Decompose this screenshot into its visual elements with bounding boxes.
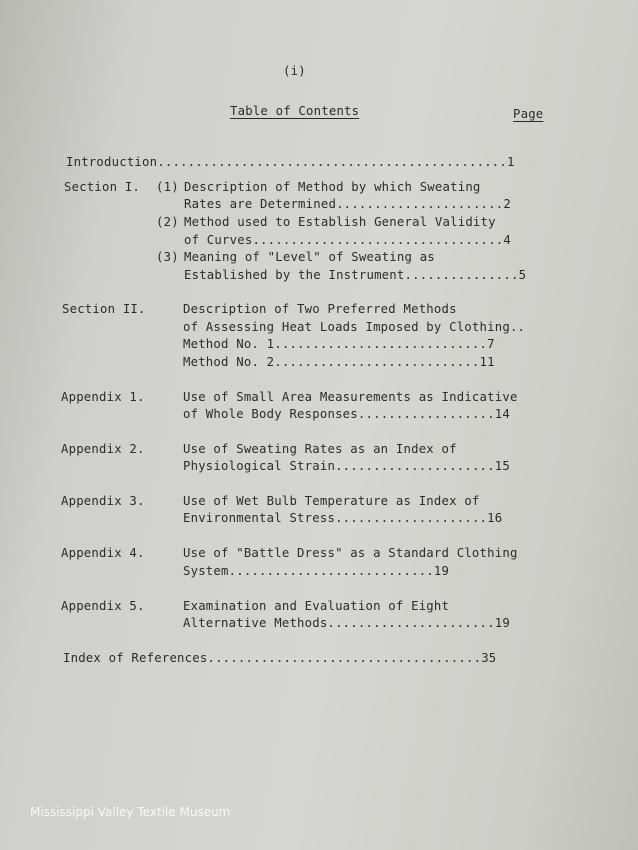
page-ref: 5 bbox=[518, 268, 527, 282]
page-ref: 19 bbox=[494, 616, 510, 630]
page-ref: 19 bbox=[433, 564, 450, 578]
entry-text: System bbox=[183, 564, 229, 578]
leader-dots: .................................... bbox=[207, 651, 482, 665]
leader-dots: ..................... bbox=[335, 459, 495, 473]
leader-dots: ...................... bbox=[327, 616, 495, 630]
toc-entry-references bbox=[63, 651, 496, 665]
entry-text: Method used to Establish General Validity bbox=[184, 215, 496, 229]
entry-label: Introduction bbox=[66, 155, 158, 169]
item-number: (1) bbox=[156, 180, 179, 194]
entry-text: of Whole Body Responses bbox=[183, 407, 358, 421]
leader-dots: ................................. bbox=[252, 233, 504, 247]
leader-dots: ........................... bbox=[228, 564, 434, 578]
section-label: Appendix 2. bbox=[61, 442, 145, 456]
page-ref: 4 bbox=[503, 233, 511, 247]
leader-dots: .................... bbox=[335, 511, 488, 525]
page-ref: 35 bbox=[481, 651, 497, 665]
toc-entry-line bbox=[184, 197, 511, 211]
entry-text: of Assessing Heat Loads Imposed by Clothing.. bbox=[183, 320, 526, 334]
leader-dots: ............... bbox=[404, 268, 519, 282]
page-ref: 15 bbox=[494, 459, 510, 473]
entry-text: of Curves bbox=[184, 233, 253, 247]
leader-dots: .................. bbox=[357, 407, 495, 421]
toc-title: Table of Contents bbox=[230, 104, 360, 118]
entry-text: Examination and Evaluation of Eight bbox=[183, 599, 450, 613]
leader-dots: ............................ bbox=[274, 337, 488, 351]
entry-text: Physiological Strain bbox=[183, 459, 336, 473]
entry-label: Index of References bbox=[63, 651, 208, 665]
entry-text: Description of Method by which Sweating bbox=[184, 180, 481, 194]
entry-text: Established by the Instrument bbox=[184, 268, 405, 282]
page-ref: 14 bbox=[494, 407, 510, 421]
entry-text: Use of "Battle Dress" as a Standard Clothing bbox=[183, 546, 518, 560]
toc-entry-line bbox=[183, 616, 510, 630]
entry-text: Method No. 2 bbox=[183, 355, 275, 369]
section-label: Section I. bbox=[64, 180, 141, 194]
toc-entry-line bbox=[183, 564, 449, 578]
museum-watermark: Mississippi Valley Textile Museum bbox=[30, 805, 231, 819]
leader-dots: ........................... bbox=[274, 355, 480, 369]
entry-text: Use of Sweating Rates as an Index of bbox=[183, 442, 457, 456]
item-number: (2) bbox=[156, 215, 179, 229]
section-label: Section II. bbox=[62, 302, 146, 316]
entry-text: Meaning of "Level" of Sweating as bbox=[184, 250, 435, 264]
section-label: Appendix 1. bbox=[61, 390, 145, 404]
page-ref: 1 bbox=[507, 155, 515, 169]
page-ref: 2 bbox=[503, 197, 511, 211]
toc-entry-line bbox=[184, 268, 526, 282]
section-label: Appendix 3. bbox=[61, 494, 145, 508]
page-ref: 7 bbox=[487, 337, 495, 351]
toc-entry-line bbox=[183, 511, 502, 525]
toc-entry-line bbox=[183, 355, 495, 369]
page-number: (i) bbox=[283, 64, 306, 78]
entry-text: Environmental Stress bbox=[183, 511, 336, 525]
toc-entry-line bbox=[184, 233, 511, 247]
entry-text: Method No. 1 bbox=[183, 337, 275, 351]
leader-dots: ...................... bbox=[336, 197, 504, 211]
item-number: (3) bbox=[156, 250, 179, 264]
entry-text: Use of Small Area Measurements as Indicative bbox=[183, 390, 518, 404]
entry-text: Use of Wet Bulb Temperature as Index of bbox=[183, 494, 480, 508]
entry-text: Alternative Methods bbox=[183, 616, 328, 630]
toc-entry-introduction bbox=[66, 155, 515, 169]
page-column-header: Page bbox=[513, 107, 544, 121]
section-label: Appendix 5. bbox=[61, 599, 145, 613]
toc-entry-line bbox=[183, 337, 495, 351]
leader-dots: .............................................. bbox=[157, 155, 508, 169]
page-ref: 11 bbox=[479, 355, 495, 369]
entry-text: Rates are Determined bbox=[184, 197, 337, 211]
toc-entry-line bbox=[183, 407, 510, 421]
page-ref: 16 bbox=[487, 511, 503, 525]
toc-entry-line bbox=[183, 459, 510, 473]
section-label: Appendix 4. bbox=[61, 546, 145, 560]
entry-text: Description of Two Preferred Methods bbox=[183, 302, 457, 316]
